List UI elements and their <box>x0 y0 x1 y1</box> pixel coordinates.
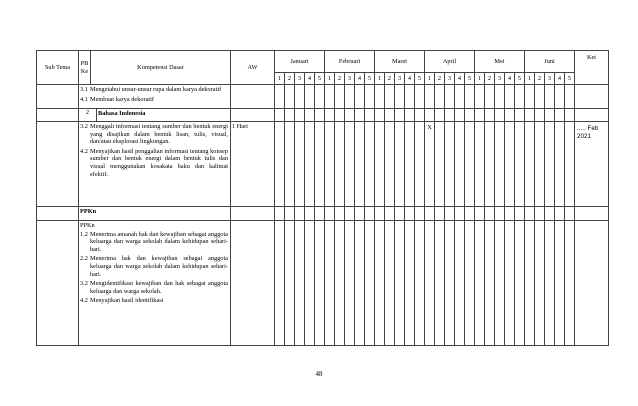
week-number: 2 <box>535 73 545 85</box>
subject-title: Bahasa Indonesia <box>97 109 231 122</box>
ket-value: ..... Feb 2021 <box>575 122 609 207</box>
kd-text: Mengetahui unsur-unsur rupa dalam karya dekoratif <box>90 86 222 93</box>
week-number: 4 <box>355 73 365 85</box>
kd-cell <box>79 85 231 109</box>
week-number: 5 <box>565 73 575 85</box>
week-number: 2 <box>385 73 395 85</box>
header-month-januari: Januari <box>275 51 325 73</box>
kd-cell <box>79 122 231 207</box>
kd-number: 3.1 <box>80 86 88 93</box>
week-number: 3 <box>295 73 305 85</box>
subject-title: PPKn <box>79 207 231 221</box>
header-month-februari: Februari <box>325 51 375 73</box>
kd-number: 4.2 <box>80 147 88 155</box>
kd-text: Membuat karya dekoratif <box>90 95 154 103</box>
week-number: 5 <box>415 73 425 85</box>
kd-number: 4.1 <box>80 95 88 103</box>
header-aw: AW <box>231 51 275 85</box>
header-month-maret: Maret <box>375 51 425 73</box>
week-number: 3 <box>395 73 405 85</box>
week-number: 5 <box>515 73 525 85</box>
week-number: 1 <box>375 73 385 85</box>
week-number: 3 <box>345 73 355 85</box>
week-number: 2 <box>285 73 295 85</box>
kd-number: 4.2 <box>80 297 88 305</box>
week-number: 5 <box>465 73 475 85</box>
sub-tema-cell <box>37 85 79 109</box>
week-number: 1 <box>325 73 335 85</box>
week-number: 1 <box>275 73 285 85</box>
week-number: 3 <box>445 73 455 85</box>
week-number: 1 <box>425 73 435 85</box>
kd-number: 3.2 <box>80 280 88 288</box>
header-month-april: April <box>425 51 475 73</box>
kd-text: Menyajikan hasil identifikasi <box>90 297 164 305</box>
pb-number: 2 <box>79 109 97 122</box>
page-number: 48 <box>315 370 323 378</box>
kd-number: 1.2 <box>80 230 88 238</box>
header-kompetensi-dasar: Kompetensi Dasar <box>91 51 231 85</box>
header-sub-tema: Sub Tema <box>37 51 79 85</box>
kd-number: 3.2 <box>80 123 88 130</box>
planning-table <box>36 50 609 346</box>
schedule-mark: X <box>425 122 435 207</box>
week-number: 5 <box>365 73 375 85</box>
kd-number: 2.2 <box>80 255 88 263</box>
header-ket: Ket <box>575 51 609 85</box>
header-month-mei: Mei <box>475 51 525 73</box>
header-month-juni: Juni <box>525 51 575 73</box>
kd-text: Menerima hak dan kewajiban sebagai anggota keluarga dan warga sekolah dalam kehidupan sehari-hari. <box>90 255 228 278</box>
week-number: 3 <box>495 73 505 85</box>
week-number: 2 <box>335 73 345 85</box>
kd-cell <box>79 221 231 346</box>
kd-text: Menyajikan hasil penggalian informasi tentang konsep sumber dan bentuk energi dalam bentuk tulis dan visual menggunakan kosakata baku dan kalimat efektif. <box>90 147 228 178</box>
week-number: 4 <box>555 73 565 85</box>
kd-text: Menggali informasi tentang sumber dan bentuk energi yang disajikan dalam bentuk lisan, tulis, visual, dan/atau eksplorasi lingkungan. <box>90 123 228 146</box>
aw-value: 1 Hari <box>231 122 275 207</box>
week-number: 2 <box>485 73 495 85</box>
week-number: 4 <box>505 73 515 85</box>
week-number: 4 <box>405 73 415 85</box>
week-number: 5 <box>315 73 325 85</box>
week-number: 1 <box>525 73 535 85</box>
kd-text: Menerima amanah hak dan kewajiban sebagai anggota keluarga dan warga sekolah dalam kehidupan sehari-hari. <box>90 230 228 253</box>
week-number: 3 <box>545 73 555 85</box>
week-number: 4 <box>455 73 465 85</box>
week-number: 1 <box>475 73 485 85</box>
week-number: 4 <box>305 73 315 85</box>
week-number: 2 <box>435 73 445 85</box>
header-pb-ke: PB Ke <box>79 51 91 85</box>
kd-text: Mengidentifikasi kewajiban dan hak sebagai anggota keluarga dan warga sekolah. <box>90 280 228 295</box>
kd-subject-label: PPKn <box>80 222 95 229</box>
